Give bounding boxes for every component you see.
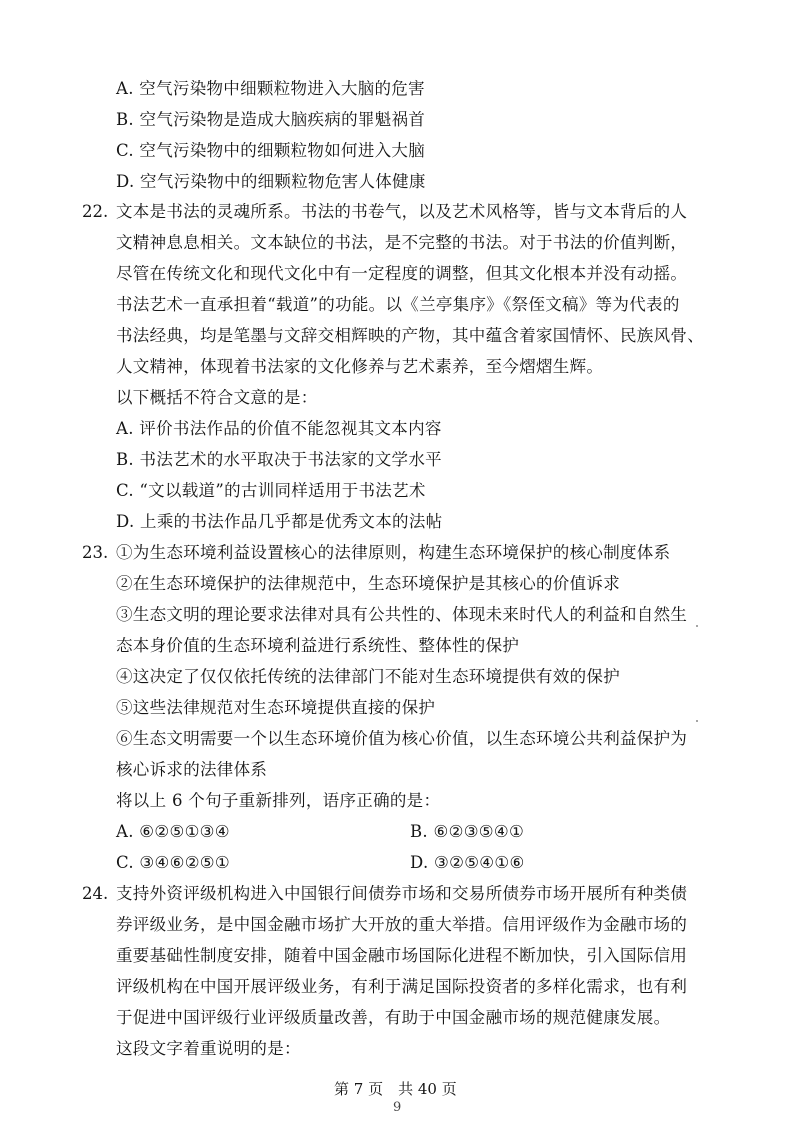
q23-number: 23.	[82, 543, 109, 562]
q21-option-d: D. 空气污染物中的细颗粒物危害人体健康	[116, 172, 426, 191]
scan-speck	[696, 625, 698, 627]
q22-option-c: C. “文以载道”的古训同样适用于书法艺术	[116, 481, 426, 500]
page-number: 9	[393, 1100, 402, 1115]
q23-sentence: ②在生态环境保护的法律规范中，生态环境保护是其核心的价值诉求	[116, 574, 620, 593]
q22-passage-line: 文精神息息相关。文本缺位的书法，是不完整的书法。对于书法的价值判断，	[116, 233, 688, 252]
q23-sentence: ⑤这些法律规范对生态环境提供直接的保护	[116, 698, 436, 717]
scan-speck	[696, 720, 698, 722]
q22-option-b: B. 书法艺术的水平取决于书法家的文学水平	[116, 450, 442, 469]
q21-option-a: A. 空气污染物中细颗粒物进入大脑的危害	[116, 79, 425, 98]
q22-passage-line: 人文精神，体现着书法家的文化修养与艺术素养，至今熠熠生辉。	[116, 357, 604, 376]
q23-sentence: ⑥生态文明需要一个以生态环境价值为核心价值，以生态环境公共利益保护为	[116, 729, 688, 748]
q21-option-b: B. 空气污染物是造成大脑疾病的罪魁祸首	[116, 110, 426, 129]
q24-passage-line: 于促进中国评级行业评级质量改善，有助于中国金融市场的规范健康发展。	[116, 1008, 671, 1027]
q24-passage-line: 评级机构在中国开展评级业务，有利于满足国际投资者的多样化需求，也有利	[116, 977, 688, 996]
q23-sentence: ③生态文明的理论要求法律对具有公共性的、体现未来时代人的利益和自然生	[116, 605, 688, 624]
q23-sentence: 态本身价值的生态环境利益进行系统性、整体性的保护	[116, 636, 520, 655]
q23-sentence: 核心诉求的法律体系	[116, 760, 268, 779]
q24-passage-line: 券评级业务，是中国金融市场扩大开放的重大举措。信用评级作为金融市场的	[116, 915, 688, 934]
q24-passage-line: 支持外资评级机构进入中国银行间债券市场和交易所债券市场开展所有种类债	[116, 884, 688, 903]
q23-option-b: B. ⑥②③⑤④①	[410, 822, 525, 841]
q24-passage-line: 重要基础性制度安排，随着中国金融市场国际化进程不断加快，引入国际信用	[116, 946, 688, 965]
q24-question: 这段文字着重说明的是：	[116, 1039, 301, 1058]
q23-option-c: C. ③④⑥②⑤①	[116, 853, 230, 872]
q22-passage-line: 书法艺术一直承担着“载道”的功能。以《兰亭集序》《祭侄文稿》等为代表的	[116, 295, 680, 314]
q22-option-d: D. 上乘的书法作品几乎都是优秀文本的法帖	[116, 512, 443, 531]
q23-sentence: ④这决定了仅仅依托传统的法律部门不能对生态环境提供有效的保护	[116, 667, 620, 686]
q22-option-a: A. 评价书法作品的价值不能忽视其文本内容	[116, 419, 442, 438]
q21-option-c: C. 空气污染物中的细颗粒物如何进入大脑	[116, 141, 426, 160]
q22-passage-line: 书法经典，均是笔墨与文辞交相辉映的产物，其中蕴含着家国情怀、民族风骨、	[116, 326, 704, 345]
q22-passage-line: 文本是书法的灵魂所系。书法的书卷气，以及艺术风格等，皆与文本背后的人	[116, 202, 688, 221]
q23-sentence: ①为生态环境利益设置核心的法律原则，构建生态环境保护的核心制度体系	[116, 543, 671, 562]
q24-number: 24.	[82, 884, 109, 903]
q22-number: 22.	[82, 202, 109, 221]
q22-question: 以下概括不符合文意的是：	[116, 388, 318, 407]
q22-passage-line: 尽管在传统文化和现代文化中有一定程度的调整，但其文化根本并没有动摇。	[116, 264, 688, 283]
page-footer-label: 第 7 页 共 40 页	[334, 1080, 457, 1098]
q23-option-d: D. ③②⑤④①⑥	[410, 853, 525, 872]
q23-question: 将以上 6 个句子重新排列，语序正确的是：	[116, 791, 441, 810]
q23-option-a: A. ⑥②⑤①③④	[116, 822, 230, 841]
